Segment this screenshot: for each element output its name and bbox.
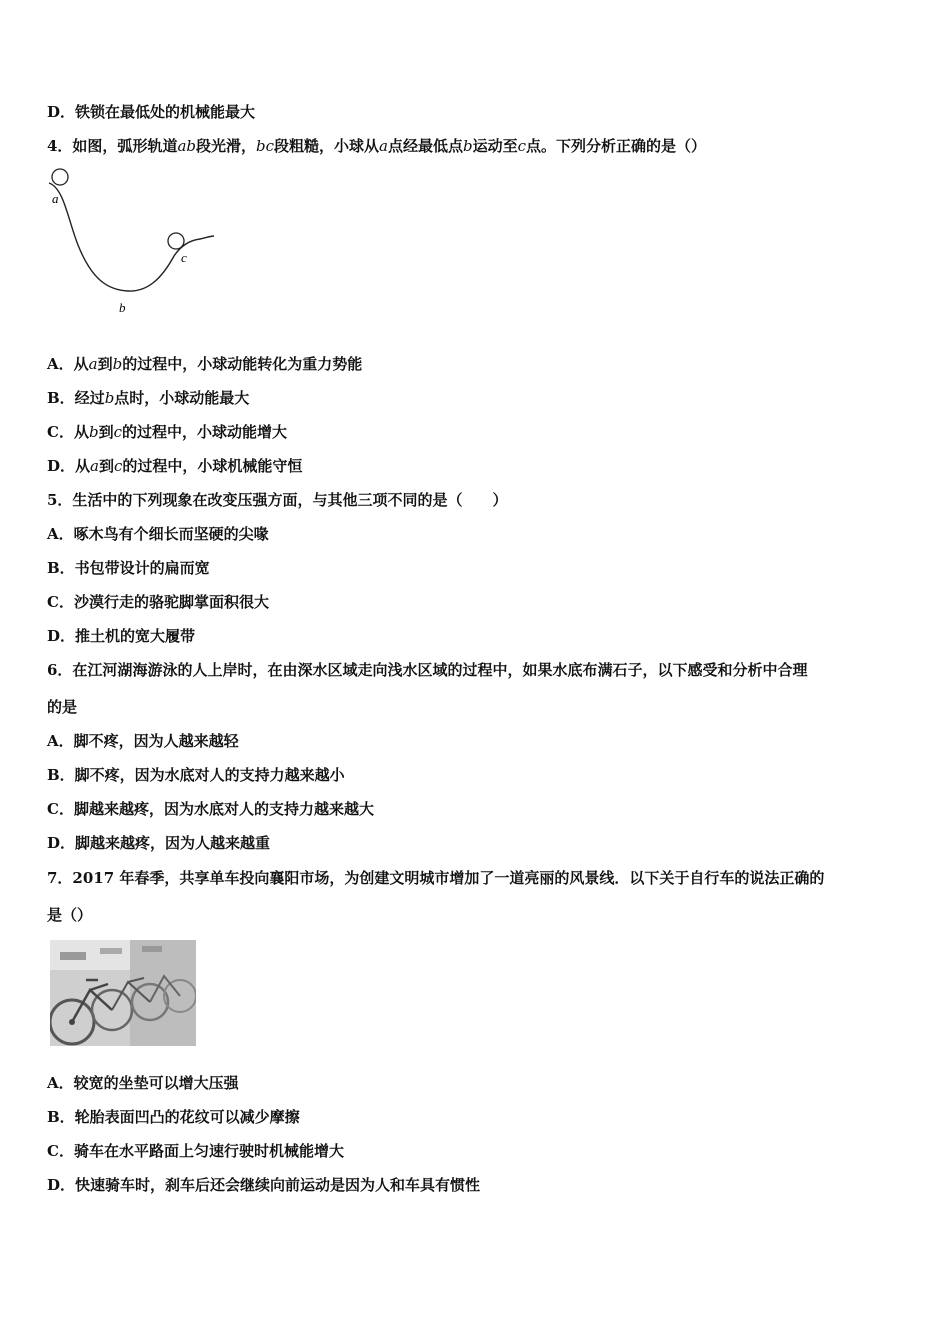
q4-stem-text-4: 点经最低点 (388, 137, 464, 155)
q4-c-text-2: 到 (98, 423, 114, 441)
q4-stem-text-3: 段粗糙，小球从 (274, 137, 380, 155)
q7-option-d: D．快速骑车时，刹车后还会继续向前运动是因为人和车具有惯性 (47, 1176, 481, 1194)
q4-d-var-1: a (90, 457, 99, 475)
q4-option-c (47, 422, 287, 442)
q4-d-text-2: 到 (98, 457, 114, 475)
q4-a-text-2: 到 (97, 355, 113, 373)
arc-track (49, 183, 214, 291)
q4-c-var-2: c (113, 423, 122, 441)
q5-option-c: C．沙漠行走的骆驼脚掌面积很大 (47, 593, 269, 611)
q6-option-a: A．脚不疼，因为人越来越轻 (47, 732, 239, 750)
q7-option-b: B．轮胎表面凹凸的花纹可以减少摩擦 (47, 1108, 300, 1126)
shared-bicycles-photo (50, 940, 196, 1046)
ball-at-a (52, 169, 68, 185)
q4-stem (47, 136, 706, 156)
q4-var-a: a (379, 137, 388, 155)
q6-option-c: C．脚越来越疼，因为水底对人的支持力越来越大 (47, 800, 374, 818)
q4-var-bc: bc (256, 137, 275, 155)
label-a: a (52, 191, 59, 206)
q4-stem-text-6: 点。下列分析正确的是（） (526, 137, 707, 155)
q4-c-text-3: 的过程中，小球动能增大 (121, 423, 287, 441)
q6-option-d: D．脚越来越疼，因为人越来越重 (47, 834, 271, 852)
q4-d-var-2: c (113, 457, 123, 475)
q4-stem-text-2: 段光滑， (196, 137, 257, 155)
q4-option-a (47, 354, 362, 374)
q6-stem-line-1: 6．在江河湖海游泳的人上岸时，在由深水区域走向浅水区域的过程中，如果水底布满石子，以下感受和分析中合理 (47, 661, 808, 679)
q4-var-c: c (517, 137, 527, 155)
q4-c-text-1: C．从 (47, 423, 89, 441)
q4-b-text-1: B．经过 (47, 389, 105, 407)
q4-stem-text-5: 运动至 (472, 137, 518, 155)
q5-option-b: B．书包带设计的扁而宽 (47, 559, 210, 577)
q4-d-text-1: D．从 (47, 457, 91, 475)
q4-var-ab: ab (177, 137, 196, 155)
q7-stem-line-1: 7．2017 年春季，共享单车投向襄阳市场，为创建文明城市增加了一道亮丽的风景线．以下关于自行车的说法正确的 (47, 869, 825, 887)
q4-b-var-1: b (104, 389, 115, 407)
q4-stem-text-1: 4．如图，弧形轨道 (47, 137, 178, 155)
q4-c-var-1: b (88, 423, 99, 441)
q4-d-text-3: 的过程中，小球机械能守恒 (122, 457, 303, 475)
q4-var-b: b (463, 137, 473, 155)
q4-option-d (47, 456, 302, 476)
q5-option-d: D．推土机的宽大履带 (47, 627, 196, 645)
q4-b-text-2: 点时，小球动能最大 (114, 389, 250, 407)
q4-a-text-1: A．从 (47, 355, 89, 373)
q4-option-b (47, 388, 249, 408)
q4-a-var-2: b (112, 355, 123, 373)
q3-option-d: D．铁锁在最低处的机械能最大 (47, 103, 256, 121)
label-b: b (119, 300, 126, 315)
ball-at-c (168, 233, 184, 249)
q4-a-text-3: 的过程中，小球动能转化为重力势能 (122, 355, 363, 373)
q5-stem: 5．生活中的下列现象在改变压强方面，与其他三项不同的是（ ） (47, 491, 508, 509)
label-c: c (181, 250, 187, 265)
q6-option-b: B．脚不疼，因为水底对人的支持力越来越小 (47, 766, 345, 784)
q7-option-c: C．骑车在水平路面上匀速行驶时机械能增大 (47, 1142, 344, 1160)
q7-option-a: A．较宽的坐垫可以增大压强 (47, 1074, 239, 1092)
q4-a-var-1: a (88, 355, 98, 373)
bicycles-illustration (50, 940, 196, 1046)
q7-stem-line-2: 是（） (47, 906, 93, 924)
q5-option-a: A．啄木鸟有个细长而坚硬的尖喙 (47, 525, 269, 543)
track-diagram (40, 160, 230, 320)
q6-stem-line-2: 的是 (47, 698, 78, 716)
